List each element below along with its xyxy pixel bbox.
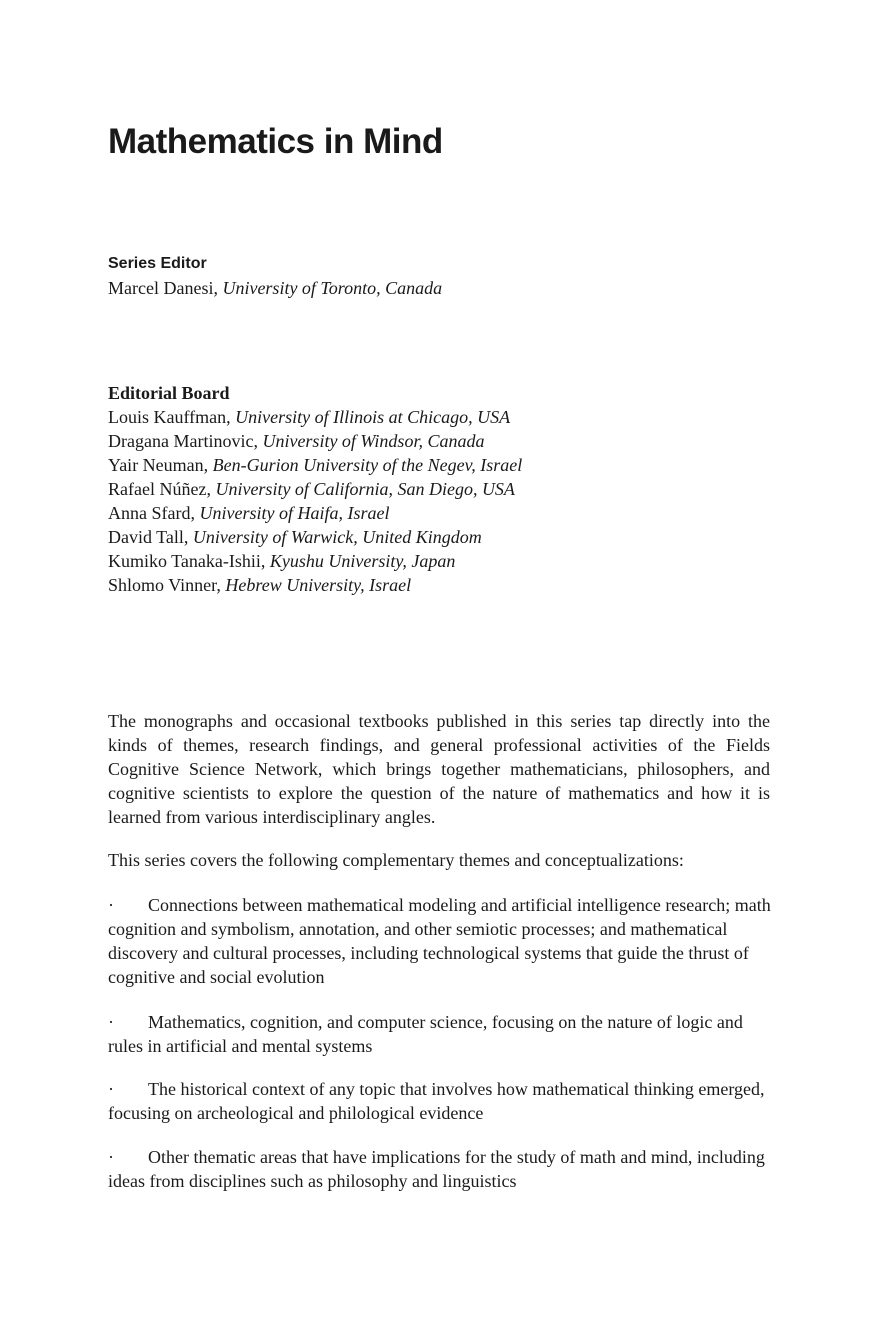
- board-member: [108, 549, 808, 573]
- board-member: [108, 429, 808, 453]
- board-member-affiliation: University of Windsor, Canada: [262, 431, 485, 451]
- board-member-name: Louis Kauffman,: [108, 407, 231, 427]
- theme-item: [108, 1010, 773, 1058]
- series-editor-heading: Series Editor: [108, 255, 207, 272]
- board-member: [108, 477, 808, 501]
- bullet-icon: ·: [108, 1012, 114, 1032]
- board-member-affiliation: University of California, San Diego, USA: [215, 479, 515, 499]
- theme-item: [108, 1145, 773, 1193]
- board-member: [108, 573, 808, 597]
- board-member-name: Dragana Martinovic,: [108, 431, 258, 451]
- board-member: [108, 453, 808, 477]
- series-editor-name: Marcel Danesi,: [108, 278, 218, 298]
- bullet-icon: ·: [108, 895, 114, 915]
- board-member-affiliation: Kyushu University, Japan: [269, 551, 456, 571]
- theme-text: Mathematics, cognition, and computer science, focusing on the nature of logic and rules in artificial and mental systems: [108, 1012, 743, 1056]
- board-member-name: Anna Sfard,: [108, 503, 195, 523]
- board-member-name: Shlomo Vinner,: [108, 575, 221, 595]
- board-member-affiliation: Hebrew University, Israel: [225, 575, 412, 595]
- theme-item: [108, 1077, 773, 1125]
- theme-text: Connections between mathematical modeling and artificial intelligence research; math cognition and symbolism, annotation, and other semiotic processes; and mathematical discovery and cultural processes, including technological systems that guide the thrust of cognitive and social evolution: [108, 895, 771, 987]
- board-member: [108, 525, 808, 549]
- board-member-name: Yair Neuman,: [108, 455, 209, 475]
- board-member: [108, 405, 808, 429]
- theme-item: [108, 893, 773, 989]
- board-member-name: Rafael Núñez,: [108, 479, 211, 499]
- theme-text: Other thematic areas that have implications for the study of math and mind, including ideas from disciplines such as philosophy and linguistics: [108, 1147, 765, 1191]
- board-member-affiliation: Ben-Gurion University of the Negev, Israel: [212, 455, 523, 475]
- board-member-affiliation: University of Illinois at Chicago, USA: [235, 407, 511, 427]
- board-member-name: Kumiko Tanaka-Ishii,: [108, 551, 266, 571]
- bullet-icon: ·: [108, 1147, 114, 1167]
- board-member: [108, 501, 808, 525]
- theme-text: The historical context of any topic that involves how mathematical thinking emerged, focusing on archeological and philological evidence: [108, 1079, 765, 1123]
- board-member-name: David Tall,: [108, 527, 189, 547]
- series-editor-entry: [108, 276, 808, 300]
- themes-intro: This series covers the following complementary themes and conceptualizations:: [108, 850, 684, 870]
- series-editor-section: [108, 252, 808, 300]
- board-member-affiliation: University of Warwick, United Kingdom: [192, 527, 482, 547]
- bullet-icon: ·: [108, 1079, 114, 1099]
- series-title: Mathematics in Mind: [108, 122, 443, 161]
- series-description: The monographs and occasional textbooks published in this series tap directly into the kinds of themes, research findings, and general professional activities of the Fields Cognitive Science Network, which brings together mathematicians, philosophers, and cognitive scientists to explore the question of the nature of mathematics and how it is learned from various interdisciplinary angles.: [108, 711, 770, 827]
- editorial-board-heading: Editorial Board: [108, 383, 230, 403]
- series-editor-affiliation: University of Toronto, Canada: [222, 278, 443, 298]
- board-member-affiliation: University of Haifa, Israel: [199, 503, 390, 523]
- editorial-board-section: [108, 381, 808, 597]
